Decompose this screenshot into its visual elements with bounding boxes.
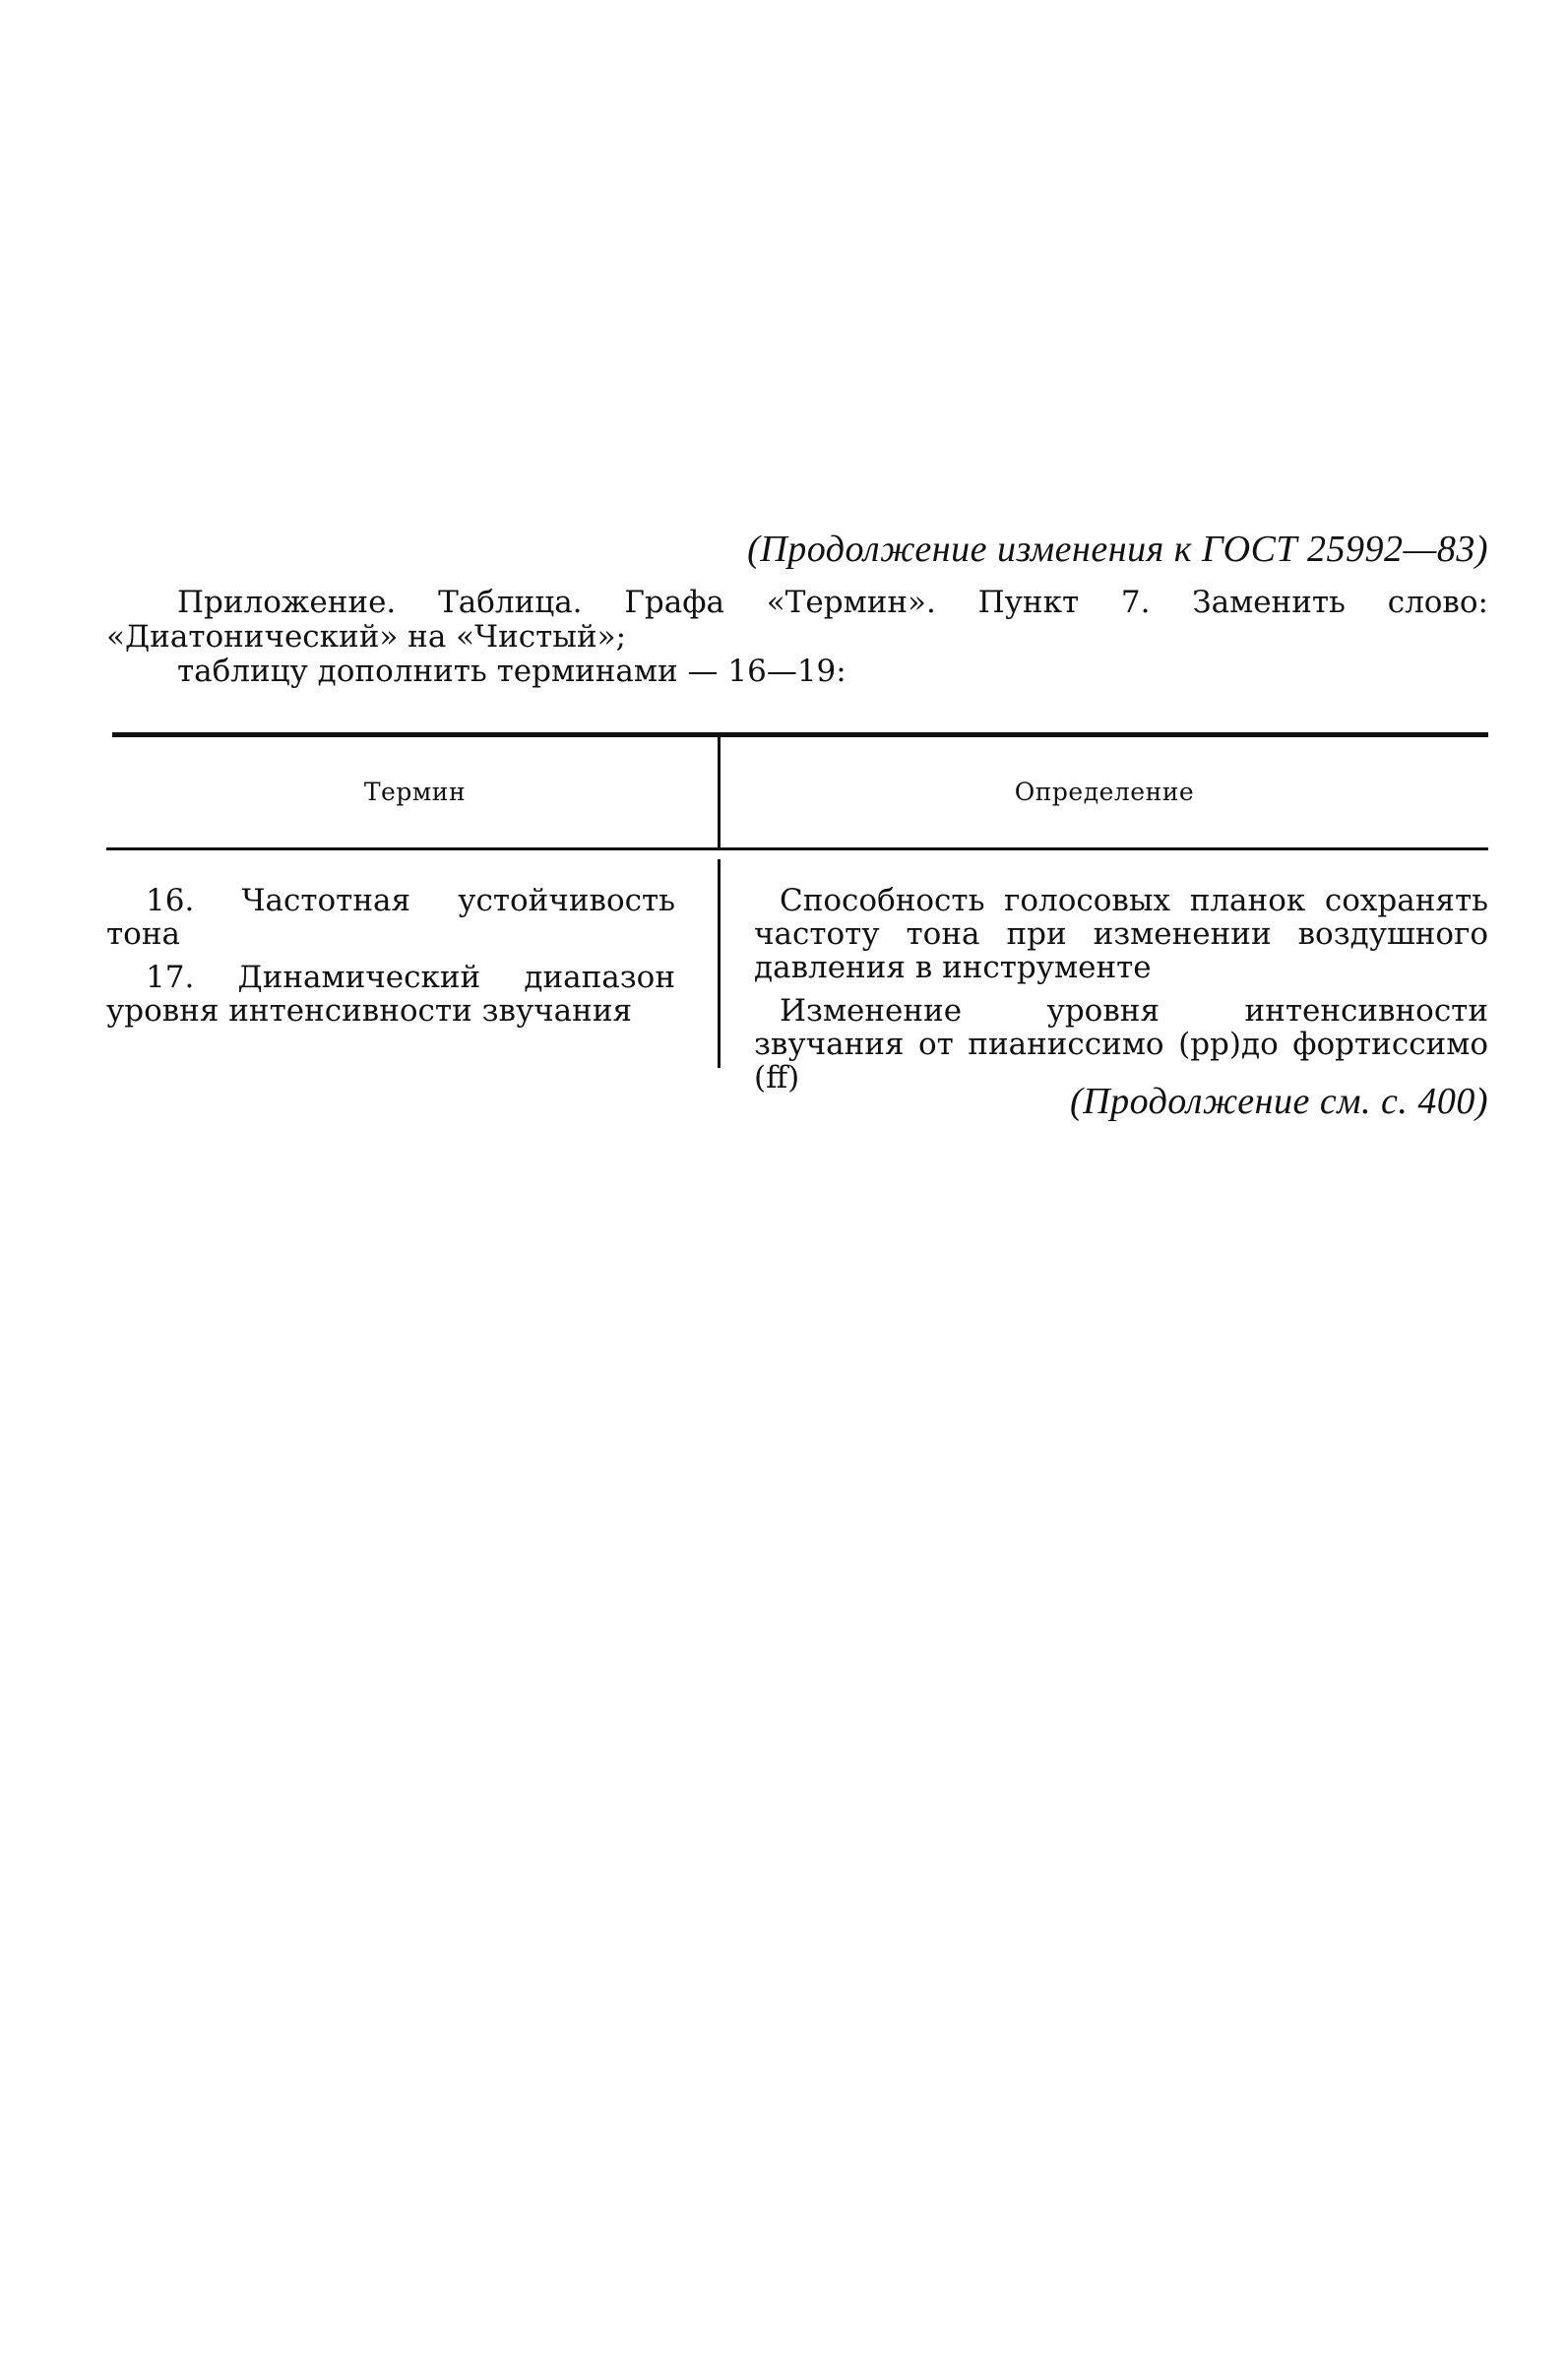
table-header-rule bbox=[106, 847, 1488, 850]
term-cell-16: 16. Частотная устойчивость тона bbox=[106, 883, 675, 952]
table-body-divider bbox=[718, 859, 721, 1068]
amendment-instruction: Приложение. Таблица. Графа «Термин». Пункт 7. Заменить слово: «Диатонический» на «Чистый»; bbox=[106, 585, 1488, 655]
table-top-rule bbox=[112, 732, 1488, 737]
terms-column bbox=[106, 884, 675, 1028]
definition-cell-17: Изменение уровня интенсивности звучания от пианиссимо (pp)до фортиссимо (ff) bbox=[754, 993, 1488, 1095]
term-cell-17: 17. Динамический диапазон уровня интенсивности звучания bbox=[106, 960, 675, 1029]
definitions-column bbox=[754, 884, 1488, 1095]
continuation-footer: (Продолжение см. с. 400) bbox=[1069, 1081, 1488, 1122]
continuation-header: (Продолжение изменения к ГОСТ 25992—83) bbox=[747, 529, 1488, 570]
intro-text bbox=[106, 586, 1488, 689]
definition-cell-16: Способность голосовых планок сохранять частоту тона при изменении воздушного давления в инструменте bbox=[754, 883, 1488, 985]
table-addition-note: таблицу дополнить терминами — 16—19: bbox=[177, 654, 847, 689]
table-header-term: Термин bbox=[363, 778, 467, 806]
table-header-definition: Определение bbox=[1014, 778, 1195, 806]
